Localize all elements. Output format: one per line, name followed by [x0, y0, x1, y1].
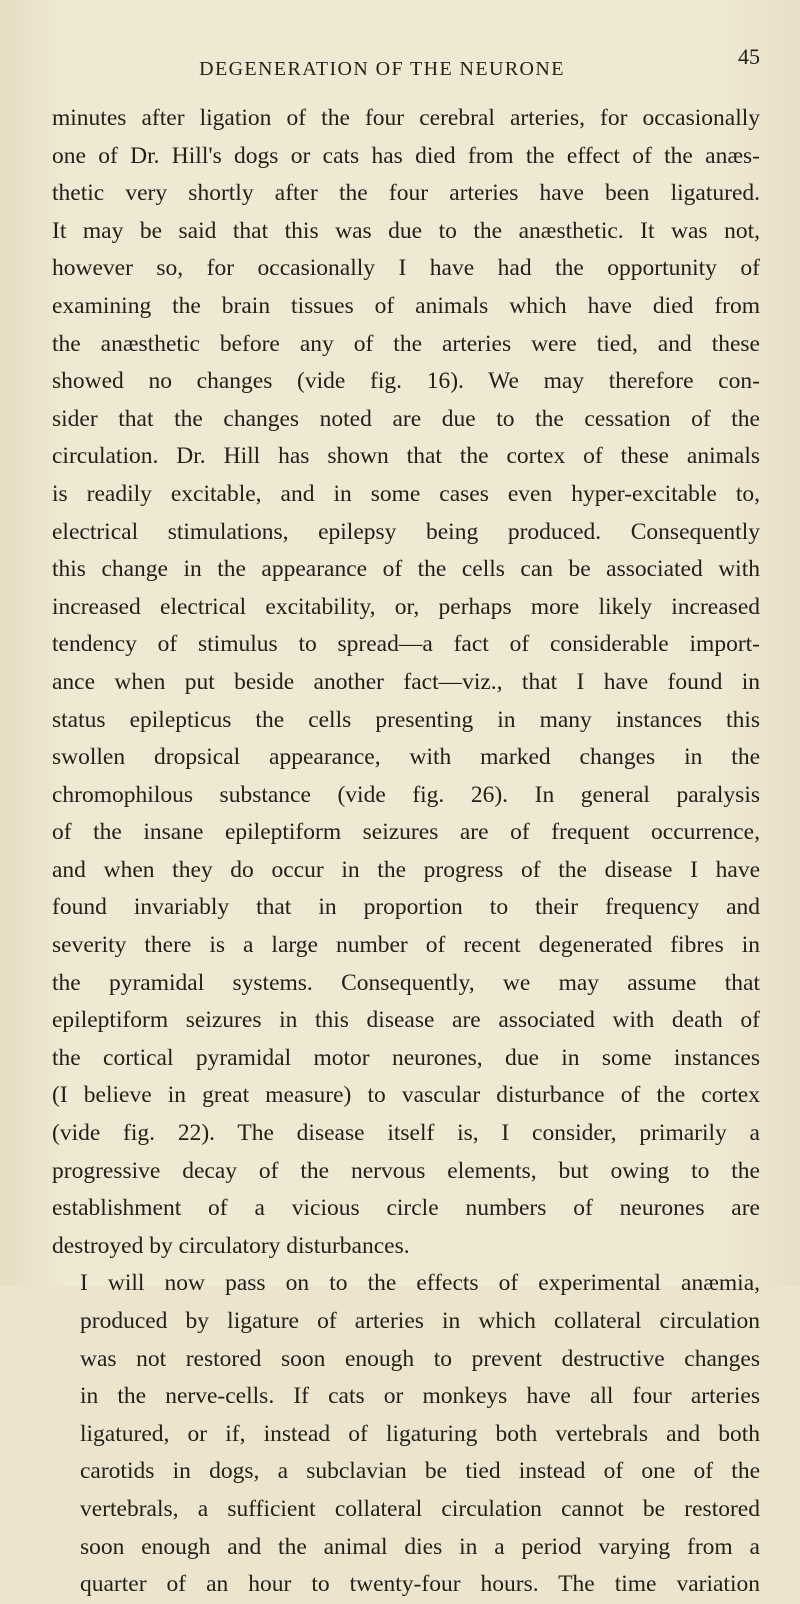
text-line: epileptiform seizures in this disease are associated with death of	[52, 1007, 760, 1034]
text-line: however so, for occasionally I have had the opportunity of	[52, 255, 760, 282]
page-number: 45	[738, 44, 760, 69]
paragraph-2	[52, 1265, 760, 1603]
text-line: is readily excitable, and in some cases even hyper-excitable to,	[52, 480, 760, 507]
text-line: produced by ligature of arteries in which collateral circulation	[80, 1308, 760, 1334]
text-line: (vide fig. 22). The disease itself is, I consider, primarily a	[52, 1120, 760, 1147]
text-line: carotids in dogs, a subclavian be tied instead of one of the	[80, 1458, 760, 1485]
text-line: and when they do occur in the progress of the disease I have	[52, 856, 760, 883]
text-line: circulation. Dr. Hill has shown that the cortex of these animals	[52, 443, 760, 470]
text-line: severity there is a large number of recent degenerated fibres in	[52, 932, 760, 959]
text-line: showed no changes (vide fig. 16). We may therefore con-	[52, 368, 760, 395]
text-line: the anæsthetic before any of the arteries were tied, and these	[52, 330, 760, 357]
text-line: ance when put beside another fact—viz., that I have found in	[52, 668, 760, 695]
text-line: swollen dropsical appearance, with marked changes in the	[52, 744, 760, 771]
text-line: soon enough and the animal dies in a period varying from a	[80, 1533, 760, 1560]
text-line: found invariably that in proportion to their frequency and	[52, 894, 760, 921]
body-text	[52, 100, 760, 1604]
running-title: DEGENERATION OF THE NEURONE	[199, 58, 565, 80]
text-line: increased electrical excitability, or, perhaps more likely increased	[52, 593, 760, 620]
text-line: the pyramidal systems. Consequently, we may assume that	[52, 969, 760, 996]
text-line: vertebrals, a sufficient collateral circulation cannot be restored	[80, 1495, 760, 1522]
text-line: one of Dr. Hill's dogs or cats has died from the effect of the anæs-	[52, 142, 760, 169]
text-line: of the insane epileptiform seizures are of frequent occurrence,	[52, 819, 760, 846]
text-line: thetic very shortly after the four arteries have been ligatured.	[52, 180, 760, 207]
text-line: I will now pass on to the effects of experimental anæmia,	[80, 1270, 760, 1297]
text-line: tendency of stimulus to spread—a fact of considerable import-	[52, 631, 760, 658]
running-head	[52, 0, 760, 100]
text-line: was not restored soon enough to prevent destructive changes	[80, 1345, 760, 1372]
text-line: minutes after ligation of the four cerebral arteries, for occasionally	[52, 105, 760, 131]
text-line: electrical stimulations, epilepsy being produced. Consequently	[52, 518, 760, 545]
text-line: status epilepticus the cells presenting in many instances this	[52, 706, 760, 733]
text-line: destroyed by circulatory disturbances.	[52, 1232, 410, 1259]
text-line: sider that the changes noted are due to the cessation of the	[52, 405, 760, 432]
text-line: quarter of an hour to twenty-four hours. The time variation	[80, 1571, 760, 1598]
text-line: chromophilous substance (vide fig. 26). In general paralysis	[52, 781, 760, 808]
text-line: establishment of a vicious circle numbers of neurones are	[52, 1195, 760, 1222]
text-line: ligatured, or if, instead of ligaturing both vertebrals and both	[80, 1420, 760, 1447]
text-line: this change in the appearance of the cells can be associated with	[52, 556, 760, 583]
paragraph-1	[52, 100, 760, 1265]
text-line: examining the brain tissues of animals which have died from	[52, 292, 760, 319]
text-line: progressive decay of the nervous elements, but owing to the	[52, 1157, 760, 1184]
text-line: It may be said that this was due to the anæsthetic. It was not,	[52, 217, 760, 244]
text-line: (I believe in great measure) to vascular disturbance of the cortex	[52, 1082, 760, 1109]
text-line: in the nerve-cells. If cats or monkeys have all four arteries	[80, 1383, 760, 1410]
text-line: the cortical pyramidal motor neurones, due in some instances	[52, 1044, 760, 1071]
